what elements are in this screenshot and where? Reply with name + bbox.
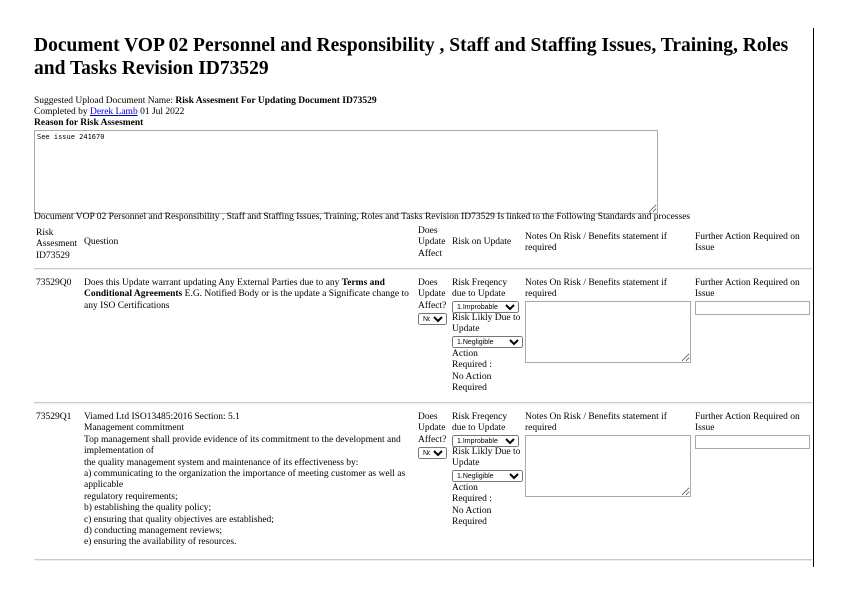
suggested-name-line — [34, 96, 377, 107]
row0-likely-label: Risk Likly Due to Update — [452, 313, 521, 335]
row0-affect-select[interactable] — [418, 313, 447, 325]
row0-id: 73529Q0 — [36, 278, 72, 288]
row-divider — [34, 559, 812, 560]
header-risk: Risk on Update — [452, 237, 512, 247]
linked-standards-text: Document VOP 02 Personnel and Responsibility , Staff and Staffing Issues, Training, Roles and Tasks Revision ID73529 Is linked to the Following Standards and processes — [34, 212, 691, 222]
row1-affect-select[interactable] — [418, 447, 447, 459]
header-affect: Does Update Affect — [418, 226, 446, 259]
completed-by-line — [34, 107, 377, 118]
row0-action-value: No Action Required — [452, 372, 492, 394]
suggested-name-label: Suggested Upload Document Name: — [34, 96, 174, 106]
row-divider — [34, 402, 812, 403]
row1-question: Viamed Ltd ISO13485:2016 Section: 5.1 Management commitment Top management shall provide evidence of its commitment to the development and implementation of the quality management system and maintenance of its effectiveness by: a) communicating to the organization the importance of meeting customer as well as applicable regulatory requirements; b) establishing the quality policy; c) ensuring that quality objectives are established; d) conducting management reviews; e) ensuring the availability of resources. — [84, 412, 406, 548]
document-meta — [34, 96, 377, 129]
row0-affect-label: Does Update Affect? — [418, 278, 447, 311]
row0-action-label: Action Required : — [452, 349, 492, 371]
row1-likely-select[interactable] — [452, 470, 523, 482]
row1-notes-textarea[interactable] — [525, 435, 691, 497]
header-notes: Notes On Risk / Benefits statement if required — [525, 232, 667, 254]
row-divider — [34, 268, 812, 269]
row0-notes-label: Notes On Risk / Benefits statement if required — [525, 278, 667, 300]
row1-action-value: No Action Required — [452, 506, 492, 528]
row0-further-input[interactable] — [695, 301, 810, 315]
header-risk-id: Risk Assesment ID73529 — [36, 228, 78, 261]
completed-by-label: Completed by — [34, 107, 88, 117]
row1-likely-label: Risk Likly Due to Update — [452, 447, 521, 469]
reason-textarea[interactable] — [34, 130, 658, 214]
completed-date: 01 Jul 2022 — [140, 107, 185, 117]
row0-question: Does this Update warrant updating Any External Parties due to any Terms and Conditional Agreements E.G. Notified Body or is the update a Significate change to any ISO Certifications — [84, 278, 409, 311]
row1-further-label: Further Action Required on Issue — [695, 412, 800, 434]
row1-notes-label: Notes On Risk / Benefits statement if required — [525, 412, 667, 434]
row0-likely-select[interactable] — [452, 336, 523, 348]
document-title: Document VOP 02 Personnel and Responsibility , Staff and Staffing Issues, Training, Roles and Tasks Revision ID73529 — [34, 35, 789, 79]
header-further: Further Action Required on Issue — [695, 232, 800, 254]
row0-freq-label: Risk Freqency due to Update — [452, 278, 508, 300]
suggested-name-value: Risk Assesment For Updating Document ID73529 — [175, 96, 377, 106]
completed-by-link[interactable]: Derek Lamb — [89, 107, 138, 117]
row0-freq-select[interactable] — [452, 301, 519, 313]
header-question: Question — [84, 237, 119, 247]
row1-freq-select[interactable] — [452, 435, 519, 447]
row1-further-input[interactable] — [695, 435, 810, 449]
row1-action-label: Action Required : — [452, 483, 492, 505]
reason-label: Reason for Risk Assesment — [34, 118, 144, 128]
row0-notes-textarea[interactable] — [525, 301, 691, 363]
row1-id: 73529Q1 — [36, 412, 72, 422]
row1-freq-label: Risk Freqency due to Update — [452, 412, 508, 434]
row1-affect-label: Does Update Affect? — [418, 412, 447, 445]
row0-further-label: Further Action Required on Issue — [695, 278, 800, 300]
right-border-line — [813, 28, 814, 567]
